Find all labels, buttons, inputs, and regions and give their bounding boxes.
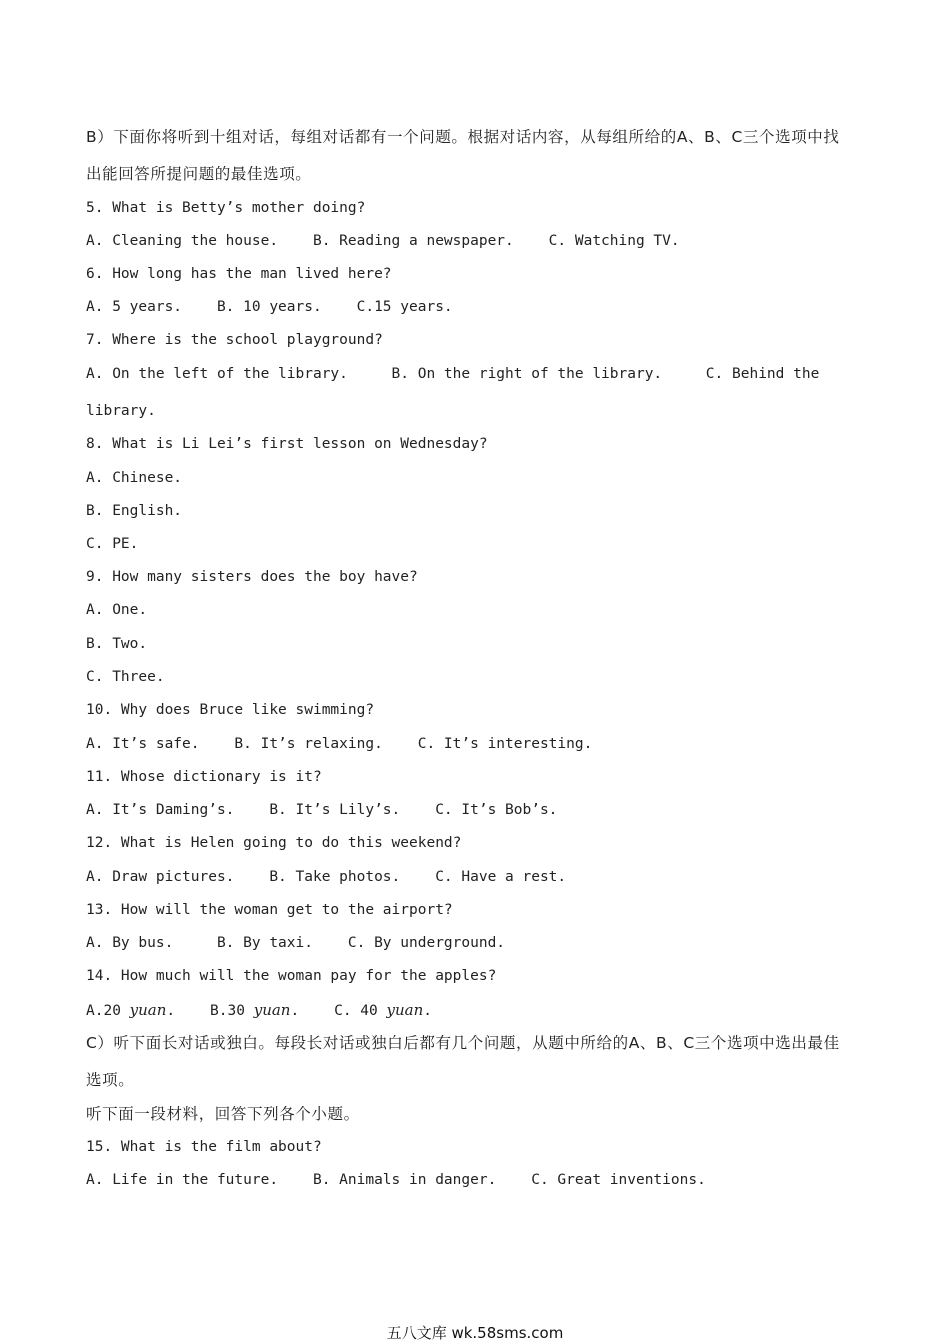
question-7-options-line-2: library. (86, 403, 156, 419)
question-8: 8. What is Li Lei’s first lesson on Wednesday? (86, 436, 488, 452)
q14-period-c: . (423, 1003, 432, 1019)
question-6: 6. How long has the man lived here? (86, 266, 392, 282)
question-13-options: A. By bus. B. By taxi. C. By underground. (86, 935, 506, 951)
question-9-option-b: B. Two. (86, 636, 148, 652)
section-c-sub-intro: 听下面一段材料，回答下列各个小题。 (86, 1105, 360, 1123)
question-9-option-c: C. Three. (86, 669, 165, 685)
question-5-options: A. Cleaning the house. B. Reading a newspaper. C. Watching TV. (86, 233, 680, 249)
section-c-intro-line-1: C）听下面长对话或独白。每段长对话或独白后都有几个问题，从题中所给的A、B、C三个选项中选出最佳 (86, 1034, 840, 1052)
q14-option-c-amount: C. 40 (299, 1003, 387, 1019)
question-10-options: A. It’s safe. B. It’s relaxing. C. It’s interesting. (86, 736, 593, 752)
question-11: 11. Whose dictionary is it? (86, 769, 322, 785)
question-7: 7. Where is the school playground? (86, 332, 383, 348)
q14-unit-c: yuan (386, 1001, 424, 1019)
question-8-option-c: C. PE. (86, 536, 139, 552)
q14-period-b: . (290, 1003, 300, 1019)
question-6-options: A. 5 years. B. 10 years. C.15 years. (86, 299, 453, 315)
question-15-options: A. Life in the future. B. Animals in danger. C. Great inventions. (86, 1172, 706, 1188)
section-c-intro-line-2: 选项。 (86, 1071, 135, 1089)
question-7-options-line-1: A. On the left of the library. B. On the right of the library. C. Behind the (86, 366, 820, 382)
question-9: 9. How many sisters does the boy have? (86, 569, 418, 585)
question-12-options: A. Draw pictures. B. Take photos. C. Have a rest. (86, 869, 567, 885)
footer-watermark: 五八文库 wk.58sms.com (386, 1324, 564, 1342)
question-12: 12. What is Helen going to do this weekend? (86, 835, 462, 851)
question-14-options (86, 1000, 432, 1021)
q14-option-a-amount: A.20 (86, 1003, 130, 1019)
question-8-option-a: A. Chinese. (86, 470, 183, 486)
question-11-options: A. It’s Daming’s. B. It’s Lily’s. C. It’s Bob’s. (86, 802, 558, 818)
q14-unit-b: yuan (253, 1001, 291, 1019)
question-13: 13. How will the woman get to the airport? (86, 902, 453, 918)
section-b-intro-line-1: B）下面你将听到十组对话，每组对话都有一个问题。根据对话内容，从每组所给的A、B、C三个选项中找 (86, 128, 840, 146)
q14-period-a: . (166, 1003, 176, 1019)
section-b-intro-line-2: 出能回答所提问题的最佳选项。 (86, 165, 312, 183)
question-9-option-a: A. One. (86, 602, 148, 618)
q14-unit-a: yuan (129, 1001, 167, 1019)
question-14: 14. How much will the woman pay for the apples? (86, 968, 497, 984)
question-15: 15. What is the film about? (86, 1139, 322, 1155)
question-10: 10. Why does Bruce like swimming? (86, 702, 375, 718)
question-8-option-b: B. English. (86, 503, 183, 519)
q14-option-b-amount: B.30 (175, 1003, 254, 1019)
question-5: 5. What is Betty’s mother doing? (86, 200, 366, 216)
